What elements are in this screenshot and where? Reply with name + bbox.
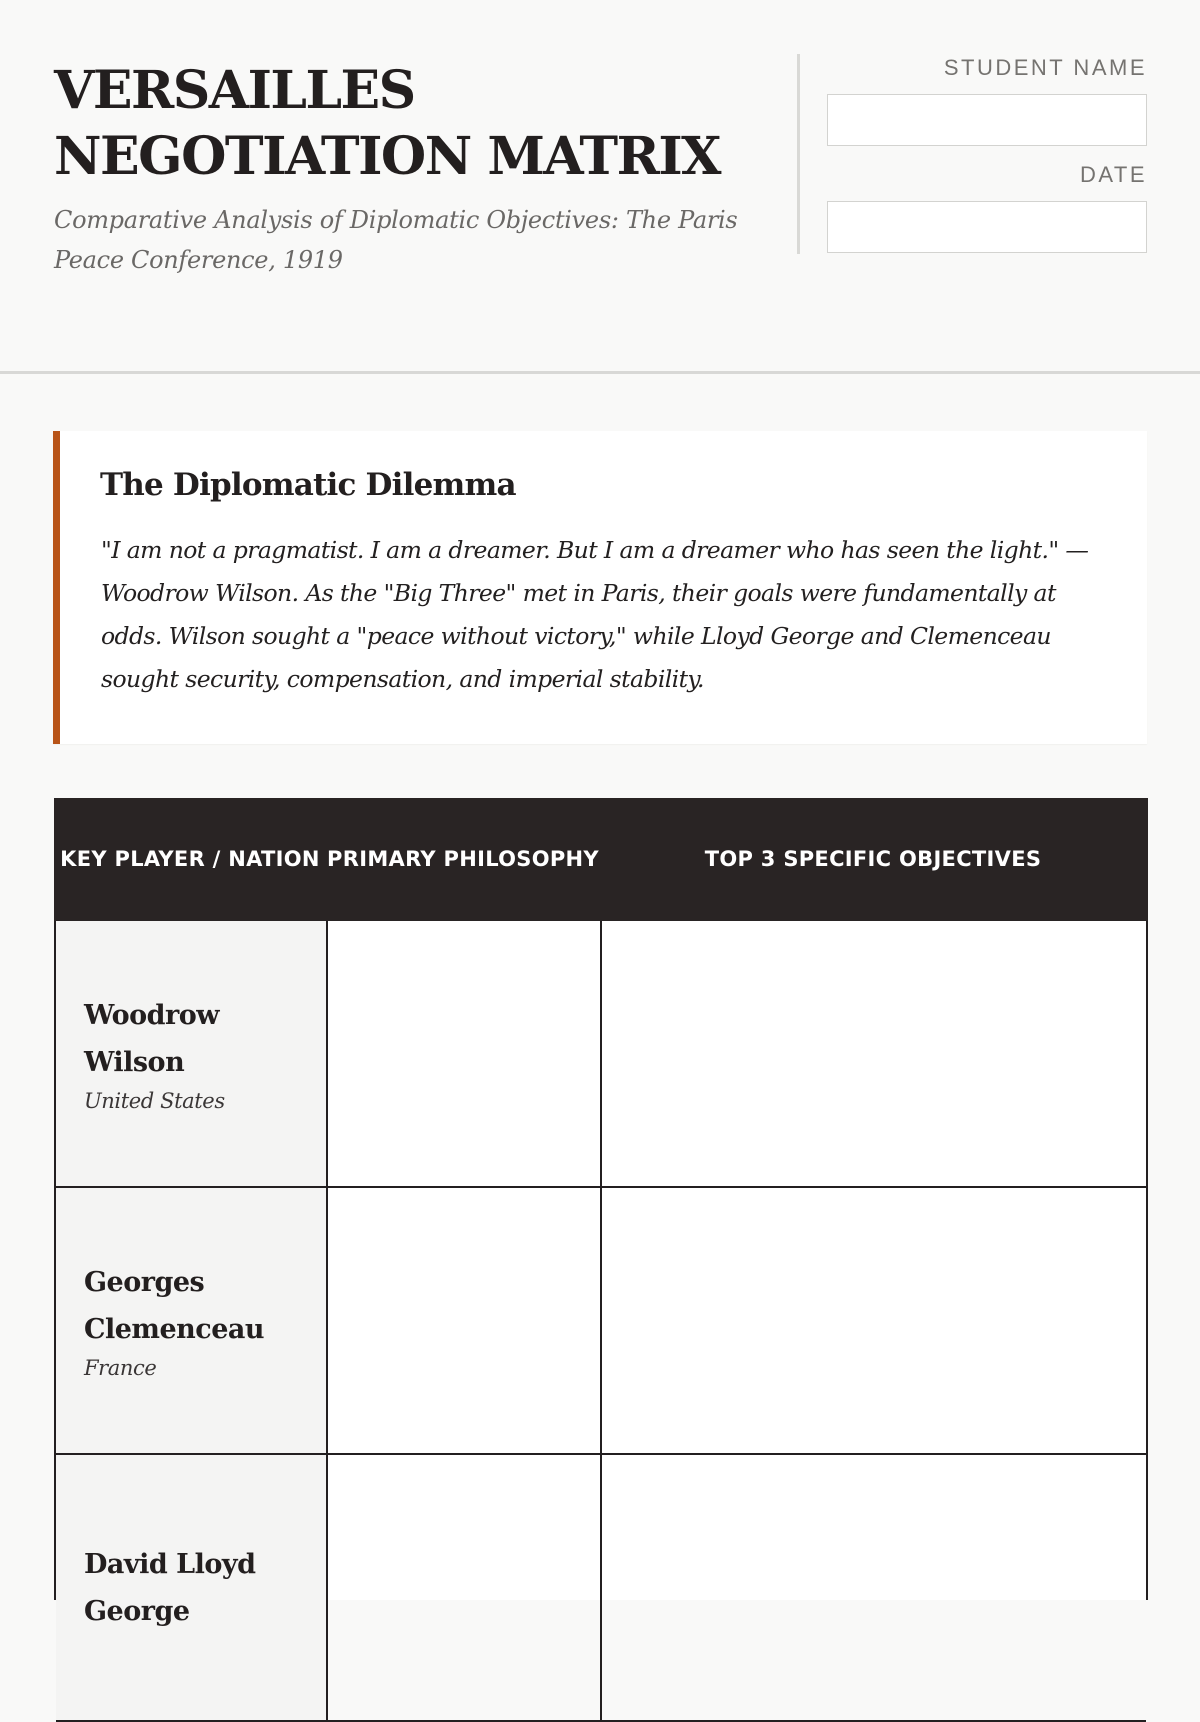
header-divider [797, 54, 800, 254]
dilemma-callout [53, 431, 1147, 744]
title-line-1: VERSAILLES [54, 60, 415, 121]
player-name: Georges Clemenceau [84, 1266, 265, 1345]
table-row [56, 1188, 1146, 1455]
student-name-field[interactable] [827, 94, 1147, 146]
player-cell [56, 1455, 328, 1720]
philosophy-cell[interactable] [328, 1188, 602, 1453]
philosophy-cell[interactable] [328, 1455, 602, 1720]
player-cell [56, 1188, 328, 1453]
objectives-cell[interactable] [602, 1188, 1146, 1453]
date-label: DATE [1079, 162, 1147, 187]
player-name: Woodrow Wilson [84, 999, 219, 1078]
title-line-2: NEGOTIATION MATRIX [54, 126, 720, 187]
worksheet-header [0, 0, 1200, 374]
philosophy-cell[interactable] [328, 921, 602, 1186]
player-cell [56, 921, 328, 1186]
table-row [56, 921, 1146, 1188]
objectives-cell[interactable] [602, 921, 1146, 1186]
column-header-philosophy: PRIMARY PHILOSOPHY [327, 847, 599, 871]
player-nation: United States [84, 1088, 225, 1113]
column-header-objectives: TOP 3 SPECIFIC OBJECTIVES [704, 847, 1042, 871]
page-title [54, 58, 774, 190]
page-subtitle: Comparative Analysis of Diplomatic Objectives: The Paris Peace Conference, 1919 [54, 206, 738, 274]
player-name: David Lloyd George [84, 1548, 256, 1627]
table-row [56, 1455, 1146, 1722]
table-header-row [54, 798, 1148, 921]
dilemma-heading: The Diplomatic Dilemma [100, 467, 516, 503]
negotiation-matrix-table [54, 798, 1148, 1627]
date-field[interactable] [827, 201, 1147, 253]
dilemma-body: "I am not a pragmatist. I am a dreamer. But I am a dreamer who has seen the light." — Woodrow Wilson. As the "Big Three" met in Paris, their goals were fundamentally at odds. Wilson sought a "peace without victory," while Lloyd George and Clemenceau sought security, compensation, and imperial stability. [101, 536, 1089, 693]
student-name-label: STUDENT NAME [943, 55, 1147, 80]
player-nation: France [84, 1355, 157, 1380]
column-header-player: KEY PLAYER / NATION [60, 847, 320, 871]
objectives-cell[interactable] [602, 1455, 1146, 1720]
